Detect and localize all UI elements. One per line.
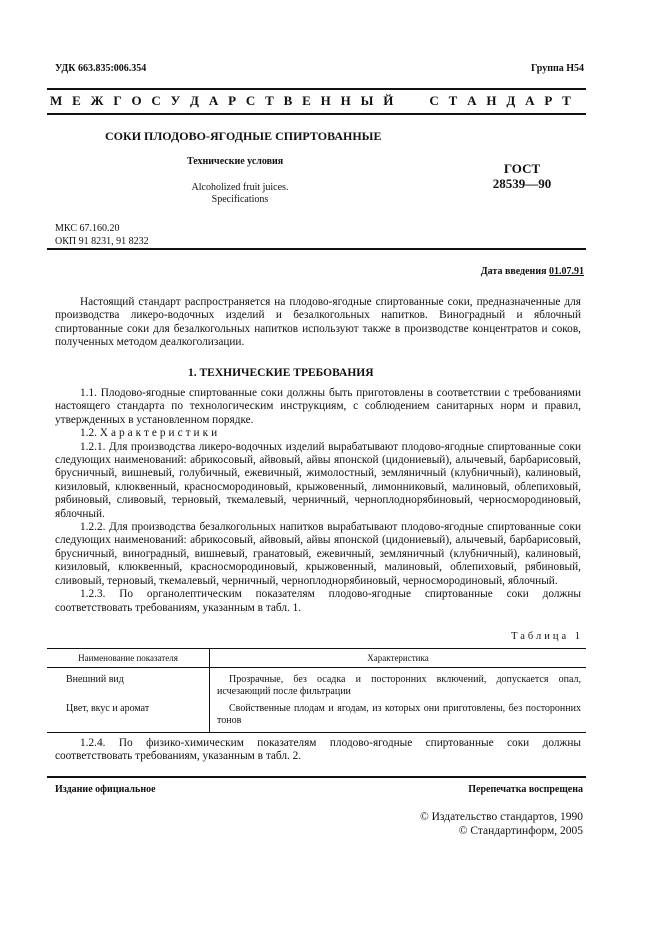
- table-header-value: Характеристика: [210, 649, 587, 668]
- section-heading: 1. ТЕХНИЧЕСКИЕ ТРЕБОВАНИЯ: [188, 367, 374, 379]
- clause-1-2: [55, 427, 581, 440]
- table-header-name: Наименование показателя: [47, 649, 210, 668]
- document-subtitle: Технические условия: [187, 156, 284, 167]
- english-title-line2: Specifications: [211, 194, 269, 205]
- table-1: [47, 648, 586, 733]
- table-caption: Таблица 1: [511, 631, 583, 642]
- reprint-prohibited: Перепечатка воспрещена: [468, 784, 583, 795]
- okp-code: ОКП 91 8231, 91 8232: [55, 236, 149, 247]
- introduction-date-value: 01.07.91: [549, 266, 584, 277]
- table-row: [47, 699, 586, 733]
- gost-number: 28539—90: [492, 176, 552, 191]
- interstate-standard-banner: М Е Ж Г О С У Д А Р С Т В Е Н Н Ы Й С Т А Н Д А Р Т: [50, 93, 575, 108]
- gost-label: ГОСТ: [503, 161, 541, 176]
- english-title-line1: Alcoholized fruit juices.: [191, 182, 289, 193]
- intro-paragraph: Настоящий стандарт распространяется на плодово-ягодные спиртованные соки, предназначенные для производства ликеро-водочных изделий и безалкогольных напитков. Виноградный и яблочный спиртованные соки для безалкогольных напитков используют также в производстве концентратов и соков, полученных методом деалкоголизации.: [55, 296, 581, 349]
- udk-code: УДК 663.835:006.354: [55, 63, 147, 74]
- english-title: [190, 182, 290, 206]
- table-cell-name: Внешний вид: [47, 668, 210, 700]
- copyright-block: [420, 810, 583, 838]
- gost-designation: [482, 161, 562, 191]
- classification-codes: [55, 222, 149, 248]
- table-cell-value: Свойственные плодам и ягодам, из которых они приготовлены, без посторонних тонов: [210, 699, 587, 733]
- table-cell-value: Прозрачные, без осадка и посторонних включений, допускается опал, исчезающий после фильтрации: [217, 674, 581, 697]
- clause-1-2-3: 1.2.3. По органолептическим показателям плодово-ягодные спиртованные соки должны соответствовать требованиям, указанным в табл. 1.: [55, 588, 581, 614]
- clause-1-2-4: 1.2.4. По физико-химическим показателям плодово-ягодные спиртованные соки должны соответствовать требованиям, указанным в табл. 2.: [55, 737, 581, 763]
- banner-rule: [47, 113, 586, 115]
- copyright-line-1: © Издательство стандартов, 1990: [419, 811, 583, 823]
- table-row: [47, 668, 586, 700]
- clause-1-2-number: 1.2.: [80, 427, 97, 440]
- table-header-row: [47, 649, 586, 668]
- mks-code: МКС 67.160.20: [55, 223, 120, 234]
- copyright-line-2: © Стандартинформ, 2005: [458, 825, 583, 837]
- group-code: Группа Н54: [531, 63, 584, 74]
- clause-1-1: 1.1. Плодово-ягодные спиртованные соки должны быть приготовлены в соответствии с требованиями настоящего стандарта по технологическим инструкциям, с соблюдением санитарных норм и правил, утвержденных в установленном порядке.: [55, 387, 581, 426]
- introduction-date-label: Дата введения: [480, 266, 547, 277]
- table-cell-name: Цвет, вкус и аромат: [47, 699, 210, 733]
- official-edition: Издание официальное: [55, 784, 156, 795]
- document-title: СОКИ ПЛОДОВО-ЯГОДНЫЕ СПИРТОВАННЫЕ: [105, 129, 382, 143]
- section-body: [55, 387, 581, 615]
- classification-rule: [47, 248, 586, 250]
- introduction-date: [481, 266, 584, 277]
- footer-rule: [47, 776, 586, 778]
- clause-1-2-1: 1.2.1. Для производства ликеро-водочных изделий вырабатывают плодово-ягодные спиртованные соки следующих наименований: абрикосовый, айвовый, айвы японской (цидониевый), алычевый, барбарисовый, брусничный, вишневый, голубичный, ежевичный, жимолостный, земляничный (клубничный), калиновый, кизиловый, клюквенный, красносмородиновый, крыжовенный, лимонниковый, малиновый, облепиховый, рябиновый, сливовый, терновый, ткемалевый, черничный, черноплоднорябиновый, черносмородиновый, яблочный.: [55, 440, 581, 520]
- top-rule: [47, 88, 586, 90]
- clause-1-2-title: Характеристики: [99, 427, 221, 440]
- clause-1-2-2: 1.2.2. Для производства безалкогольных напитков вырабатывают плодово-ягодные спиртованные соки следующих наименований: абрикосовый, айвовый, айвы японской (цидониевый), алычевый, барбарисовый, брусничный, виноградный, вишневый, гранатовый, ежевичный, земляничный (клубничный), калиновый, кизиловый, клюквенный, красносмородиновый, крыжовенный, малиновый, облепиховый, рябиновый, сливовый, терновый, ткемалевый, черничный, черноплоднорябиновый, черносмородиновый, яблочный.: [55, 521, 581, 587]
